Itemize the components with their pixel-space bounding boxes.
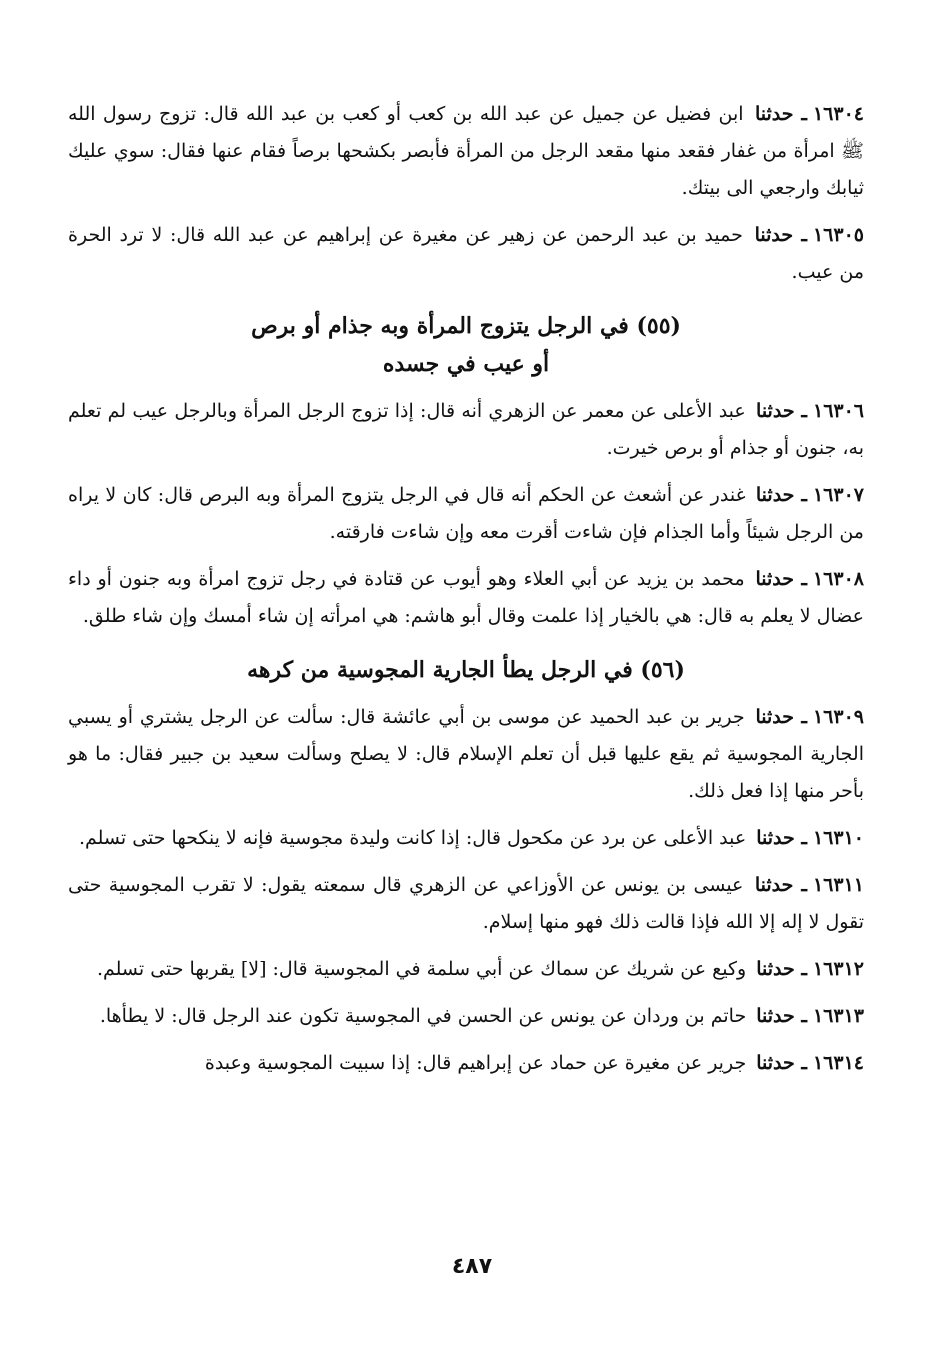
hadith-number: ١٦٣٠٥ — [812, 224, 864, 246]
hadith-number: ١٦٣١١ — [812, 874, 864, 896]
hadith-number: ١٦٣٠٤ — [812, 103, 864, 125]
page-number: ٤٨٧ — [451, 1254, 493, 1279]
chapter-heading-55-line2: أو عيب في جسده — [382, 351, 550, 377]
hadith-number: ١٦٣١٣ — [812, 1005, 864, 1027]
hadith-lead: ـ حدثنا — [754, 224, 807, 246]
hadith-text: عبد الأعلى عن معمر عن الزهري أنه قال: إذا تزوج الرجل المرأة وبالرجل عيب لم تعلم به، جنون أو جذام أو برص خيرت. — [68, 400, 864, 459]
hadith-number: ١٦٣١٢ — [812, 958, 864, 980]
hadith-text: غندر عن أشعث عن الحكم أنه قال في الرجل يتزوج المرأة وبه البرص قال: كان لا يراه من الرجل شيئاً وأما الجذام فإن شاءت أقرت معه وإن شاءت فارقته. — [68, 484, 864, 543]
hadith-16313 — [68, 998, 864, 1035]
hadith-lead: ـ حدثنا — [756, 1005, 807, 1027]
hadith-lead: ـ حدثنا — [756, 827, 807, 849]
hadith-text: عبد الأعلى عن برد عن مكحول قال: إذا كانت وليدة مجوسية فإنه لا ينكحها حتى تسلم. — [78, 827, 747, 849]
hadith-number: ١٦٣١٤ — [812, 1052, 864, 1074]
chapter-heading-55-line1: (٥٥) في الرجل يتزوج المرأة وبه جذام أو برص — [251, 313, 681, 339]
hadith-lead: ـ حدثنا — [755, 706, 807, 728]
hadith-16309 — [68, 699, 864, 810]
hadith-16308 — [68, 561, 864, 635]
hadith-text: جرير عن مغيرة عن حماد عن إبراهيم قال: إذا سبيت المجوسية وعبدة — [204, 1052, 747, 1074]
hadith-text: جرير بن عبد الحميد عن موسى بن أبي عائشة قال: سألت عن الرجل يشتري أو يسبي الجارية المجوسية ثم يقع عليها قبل أن تعلم الإسلام قال: لا يصلح وسألت سعيد بن جبير فقال: ما هو بأحر منها إذا فعل ذلك. — [68, 706, 864, 802]
hadith-16310 — [68, 820, 864, 857]
hadith-16311 — [68, 867, 864, 941]
hadith-text: محمد بن يزيد عن أبي العلاء وهو أيوب عن قتادة في رجل تزوج امرأة وبه جنون أو داء عضال لا يعلم به قال: هي بالخيار إذا علمت وقال أبو هاشم: هي امرأته إن شاء أمسك وإن شاء طلق. — [68, 568, 864, 627]
hadith-number: ١٦٣٠٨ — [812, 568, 864, 590]
hadith-16304 — [68, 96, 864, 207]
hadith-lead: ـ حدثنا — [756, 400, 807, 422]
hadith-lead: ـ حدثنا — [756, 1052, 807, 1074]
hadith-text: حاتم بن وردان عن يونس عن الحسن في المجوسية تكون عند الرجل قال: لا يطأها. — [99, 1005, 747, 1027]
hadith-text: ابن فضيل عن جميل عن عبد الله بن كعب أو كعب بن عبد الله قال: تزوج رسول الله ﷺ امرأة من غفار فقعد منها مقعد الرجل من المرأة فأبصر بكشحها برصاً فقام عنها فقال: سوي عليك ثيابك وارجعي الى بيتك. — [68, 103, 864, 199]
hadith-16306 — [68, 393, 864, 467]
chapter-heading-56: (٥٦) في الرجل يطأ الجارية المجوسية من كرهه — [247, 657, 685, 683]
hadith-lead: ـ حدثنا — [755, 484, 807, 506]
hadith-number: ١٦٣٠٧ — [812, 484, 864, 506]
hadith-text: حميد بن عبد الرحمن عن زهير عن مغيرة عن إبراهيم عن عبد الله قال: لا ترد الحرة من عيب. — [68, 224, 864, 283]
hadith-lead: ـ حدثنا — [755, 568, 807, 590]
hadith-number: ١٦٣٠٩ — [812, 706, 864, 728]
chapter-heading-55 — [68, 307, 864, 383]
hadith-text: عيسى بن يونس عن الأوزاعي عن الزهري قال سمعته يقول: لا تقرب المجوسية حتى تقول لا إله إلا الله فإذا قالت ذلك فهو منها إسلام. — [68, 874, 864, 933]
page-body — [68, 96, 864, 1092]
hadith-text: وكيع عن شريك عن سماك عن أبي سلمة في المجوسية قال: [لا] يقربها حتى تسلم. — [96, 958, 747, 980]
hadith-number: ١٦٣٠٦ — [812, 400, 865, 422]
hadith-number: ١٦٣١٠ — [812, 827, 864, 849]
hadith-lead: ـ حدثنا — [756, 958, 807, 980]
hadith-16312 — [68, 951, 864, 988]
hadith-16305 — [68, 217, 864, 291]
hadith-16307 — [68, 477, 864, 551]
hadith-lead: ـ حدثنا — [754, 874, 807, 896]
hadith-lead: ـ حدثنا — [754, 103, 807, 125]
hadith-16314 — [68, 1045, 864, 1082]
